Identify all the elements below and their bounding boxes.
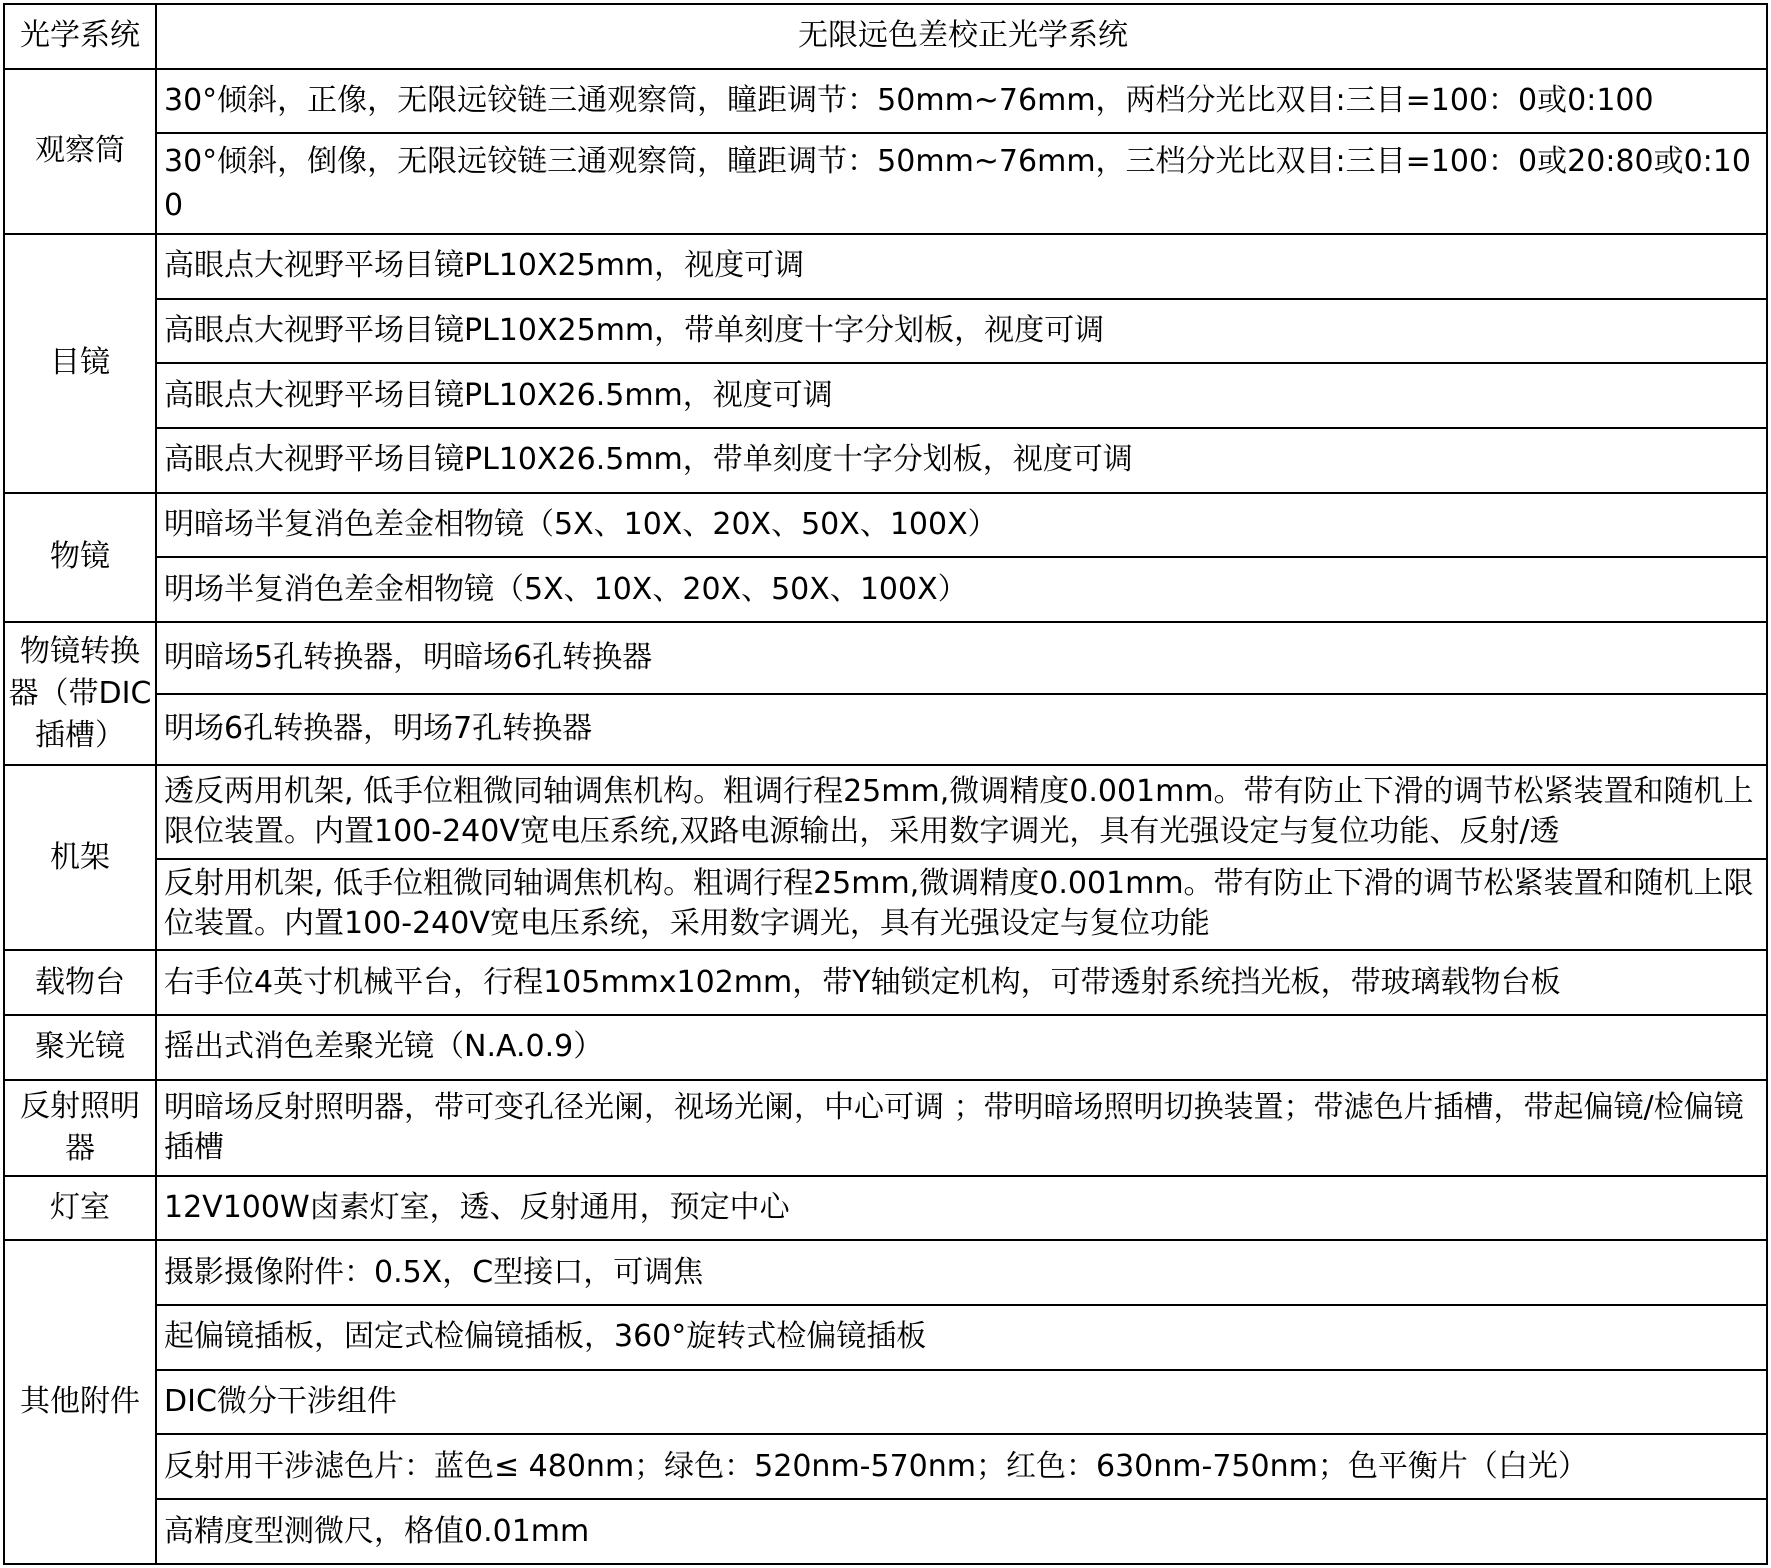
spec-item: 30°倾斜，正像，无限远铰链三通观察筒，瞳距调节：50mm~76mm，两档分光比双目:三目=100：0或0:100: [156, 69, 1767, 134]
category-stage: 载物台: [4, 950, 156, 1015]
table-row: [4, 1015, 1767, 1080]
spec-item: 右手位4英寸机械平台，行程105mmx102mm，带Y轴锁定机构，可带透射系统挡光板，带玻璃载物台板: [156, 950, 1767, 1015]
table-row: [4, 1305, 1767, 1370]
spec-item: 明暗场反射照明器，带可变孔径光阑，视场光阑，中心可调 ；带明暗场照明切换装置；带滤色片插槽，带起偏镜/检偏镜插槽: [156, 1080, 1767, 1176]
category-frame: 机架: [4, 765, 156, 950]
spec-item: 明暗场5孔转换器，明暗场6孔转换器: [156, 622, 1767, 693]
table-row: [4, 1499, 1767, 1564]
spec-item: 起偏镜插板，固定式检偏镜插板，360°旋转式检偏镜插板: [156, 1305, 1767, 1370]
spec-item: 高眼点大视野平场目镜PL10X25mm，带单刻度十字分划板，视度可调: [156, 299, 1767, 364]
spec-item: 摇出式消色差聚光镜（N.A.0.9）: [156, 1015, 1767, 1080]
spec-table: [3, 3, 1768, 1565]
table-row: [4, 694, 1767, 765]
table-row: [4, 69, 1767, 134]
category-tube: 观察筒: [4, 69, 156, 234]
table-row: [4, 557, 1767, 622]
table-row: [4, 1240, 1767, 1305]
header-label: 光学系统: [4, 4, 156, 69]
table-row: [4, 428, 1767, 493]
table-row: [4, 234, 1767, 299]
spec-item: 高精度型测微尺，格值0.01mm: [156, 1499, 1767, 1564]
table-row: [4, 950, 1767, 1015]
category-condenser: 聚光镜: [4, 1015, 156, 1080]
category-illuminator: 反射照明器: [4, 1080, 156, 1176]
table-row: [4, 1434, 1767, 1499]
spec-item: 反射用机架, 低手位粗微同轴调焦机构。粗调行程25mm,微调精度0.001mm。带有防止下滑的调节松紧装置和随机上限位装置。内置100-240V宽电压系统，采用数字调光，具有光强设定与复位功能: [156, 859, 1767, 951]
header-value: 无限远色差校正光学系统: [156, 4, 1767, 69]
table-row: [4, 859, 1767, 951]
category-eyepiece: 目镜: [4, 234, 156, 493]
spec-item: 30°倾斜，倒像，无限远铰链三通观察筒，瞳距调节：50mm~76mm，三档分光比双目:三目=100：0或20:80或0:100: [156, 133, 1767, 233]
spec-item: 12V100W卤素灯室，透、反射通用，预定中心: [156, 1176, 1767, 1241]
table-row: [4, 1176, 1767, 1241]
table-row: [4, 363, 1767, 428]
spec-item: 高眼点大视野平场目镜PL10X26.5mm，带单刻度十字分划板，视度可调: [156, 428, 1767, 493]
table-row: [4, 493, 1767, 558]
category-accessories: 其他附件: [4, 1240, 156, 1564]
table-header-row: [4, 4, 1767, 69]
spec-item: 高眼点大视野平场目镜PL10X25mm，视度可调: [156, 234, 1767, 299]
table-row: [4, 1370, 1767, 1435]
spec-item: 高眼点大视野平场目镜PL10X26.5mm，视度可调: [156, 363, 1767, 428]
spec-item: 明暗场半复消色差金相物镜（5X、10X、20X、50X、100X）: [156, 493, 1767, 558]
spec-item: 明场半复消色差金相物镜（5X、10X、20X、50X、100X）: [156, 557, 1767, 622]
category-lamp: 灯室: [4, 1176, 156, 1241]
table-row: [4, 299, 1767, 364]
table-row: [4, 1080, 1767, 1176]
table-row: [4, 622, 1767, 693]
table-row: [4, 133, 1767, 233]
spec-item: 透反两用机架, 低手位粗微同轴调焦机构。粗调行程25mm,微调精度0.001mm。带有防止下滑的调节松紧装置和随机上限位装置。内置100-240V宽电压系统,双路电源输出，采用数字调光，具有光强设定与复位功能、反射/透: [156, 765, 1767, 859]
spec-item: 摄影摄像附件：0.5X，C型接口，可调焦: [156, 1240, 1767, 1305]
category-objective: 物镜: [4, 493, 156, 622]
category-nosepiece: 物镜转换器（带DIC插槽）: [4, 622, 156, 765]
spec-item: 明场6孔转换器，明场7孔转换器: [156, 694, 1767, 765]
table-row: [4, 765, 1767, 859]
spec-item: DIC微分干涉组件: [156, 1370, 1767, 1435]
spec-item: 反射用干涉滤色片：蓝色≤ 480nm；绿色：520nm-570nm；红色：630nm-750nm；色平衡片（白光）: [156, 1434, 1767, 1499]
